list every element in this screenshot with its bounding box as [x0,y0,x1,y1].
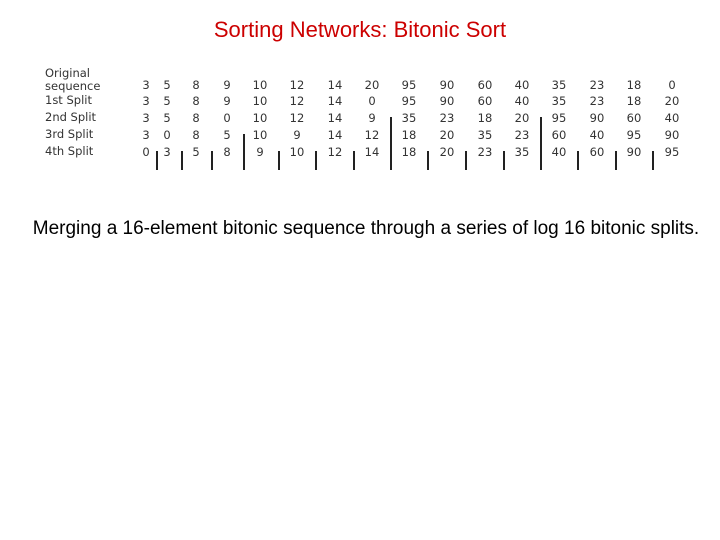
table-cell: 8 [192,94,200,108]
table-cell: 8 [192,78,200,92]
table-cell: 0 [163,128,171,142]
subsequence-divider [540,151,542,170]
table-cell: 10 [252,111,268,125]
table-cell: 18 [477,111,493,125]
row-label: sequence [45,79,101,93]
row-label: 3rd Split [45,127,94,141]
table-cell: 10 [252,94,268,108]
table-cell: 12 [289,111,305,125]
table-cell: 5 [163,111,171,125]
table-cell: 90 [589,111,605,125]
table-cell: 14 [327,94,343,108]
slide-title: Sorting Networks: Bitonic Sort [213,17,507,42]
table-cell: 9 [293,128,301,142]
table-cell: 95 [626,128,642,142]
subsequence-divider [503,151,505,170]
table-cell: 8 [192,111,200,125]
table-cell: 12 [364,128,380,142]
table-cell: 90 [626,145,642,159]
table-cell: 20 [439,128,455,142]
table-cell: 0 [668,78,676,92]
table-cell: 3 [142,78,150,92]
table-cell: 23 [514,128,530,142]
row-label: Original [45,66,91,80]
table-cell: 3 [142,128,150,142]
table-cell: 90 [439,78,455,92]
subsequence-divider [315,151,317,170]
table-cell: 14 [327,78,343,92]
table-cell: 60 [551,128,567,142]
table-cell: 23 [477,145,493,159]
table-cell: 35 [551,94,567,108]
table-cell: 8 [223,145,231,159]
row-label: 4th Split [45,144,94,158]
table-cell: 0 [142,145,150,159]
table-cell: 14 [327,111,343,125]
table-cell: 60 [477,94,493,108]
subsequence-divider [427,151,429,170]
row-label: 1st Split [45,93,92,107]
subsequence-divider [156,151,158,170]
table-cell: 20 [439,145,455,159]
subsequence-divider [243,151,245,170]
row-label: 2nd Split [45,110,97,124]
table-cell: 35 [551,78,567,92]
subsequence-divider [181,151,183,170]
table-cell: 90 [664,128,680,142]
table-cell: 12 [327,145,343,159]
table-cell: 10 [252,78,268,92]
table-cell: 3 [142,111,150,125]
table-cell: 90 [439,94,455,108]
table-cell: 14 [364,145,380,159]
table-cell: 5 [223,128,231,142]
table-cell: 40 [514,78,530,92]
table-cell: 9 [223,94,231,108]
table-cell: 9 [223,78,231,92]
table-cell: 95 [551,111,567,125]
table-cell: 10 [289,145,305,159]
subsequence-divider [465,151,467,170]
table-cell: 0 [223,111,231,125]
table-cell: 35 [401,111,417,125]
bitonic-split-table [0,0,720,180]
table-cell: 18 [626,94,642,108]
table-cell: 60 [477,78,493,92]
subsequence-divider [390,151,392,170]
table-cell: 10 [252,128,268,142]
table-cell: 5 [163,78,171,92]
table-cell: 20 [514,111,530,125]
table-cell: 95 [401,78,417,92]
table-cell: 3 [142,94,150,108]
table-cell: 3 [163,145,171,159]
table-cell: 12 [289,94,305,108]
table-cell: 20 [364,78,380,92]
table-cell: 12 [289,78,305,92]
slide-caption: Merging a 16-element bitonic sequence through a series of log 16 bitonic splits. [32,218,700,239]
table-cell: 9 [368,111,376,125]
table-cell: 35 [514,145,530,159]
table-cell: 60 [626,111,642,125]
table-cell: 14 [327,128,343,142]
table-cell: 35 [477,128,493,142]
table-cell: 95 [401,94,417,108]
subsequence-divider [577,151,579,170]
table-cell: 5 [163,94,171,108]
subsequence-divider [615,151,617,170]
table-cell: 60 [589,145,605,159]
table-cell: 40 [551,145,567,159]
table-cell: 5 [192,145,200,159]
table-cell: 23 [439,111,455,125]
table-cell: 8 [192,128,200,142]
table-cell: 23 [589,78,605,92]
table-cell: 23 [589,94,605,108]
table-cell: 18 [401,128,417,142]
table-cell: 40 [664,111,680,125]
table-cell: 40 [514,94,530,108]
table-cell: 0 [368,94,376,108]
table-cell: 18 [401,145,417,159]
table-cell: 95 [664,145,680,159]
subsequence-divider [211,151,213,170]
table-cell: 40 [589,128,605,142]
subsequence-divider [353,151,355,170]
table-cell: 18 [626,78,642,92]
subsequence-divider [652,151,654,170]
table-cell: 9 [256,145,264,159]
table-cell: 20 [664,94,680,108]
subsequence-divider [278,151,280,170]
